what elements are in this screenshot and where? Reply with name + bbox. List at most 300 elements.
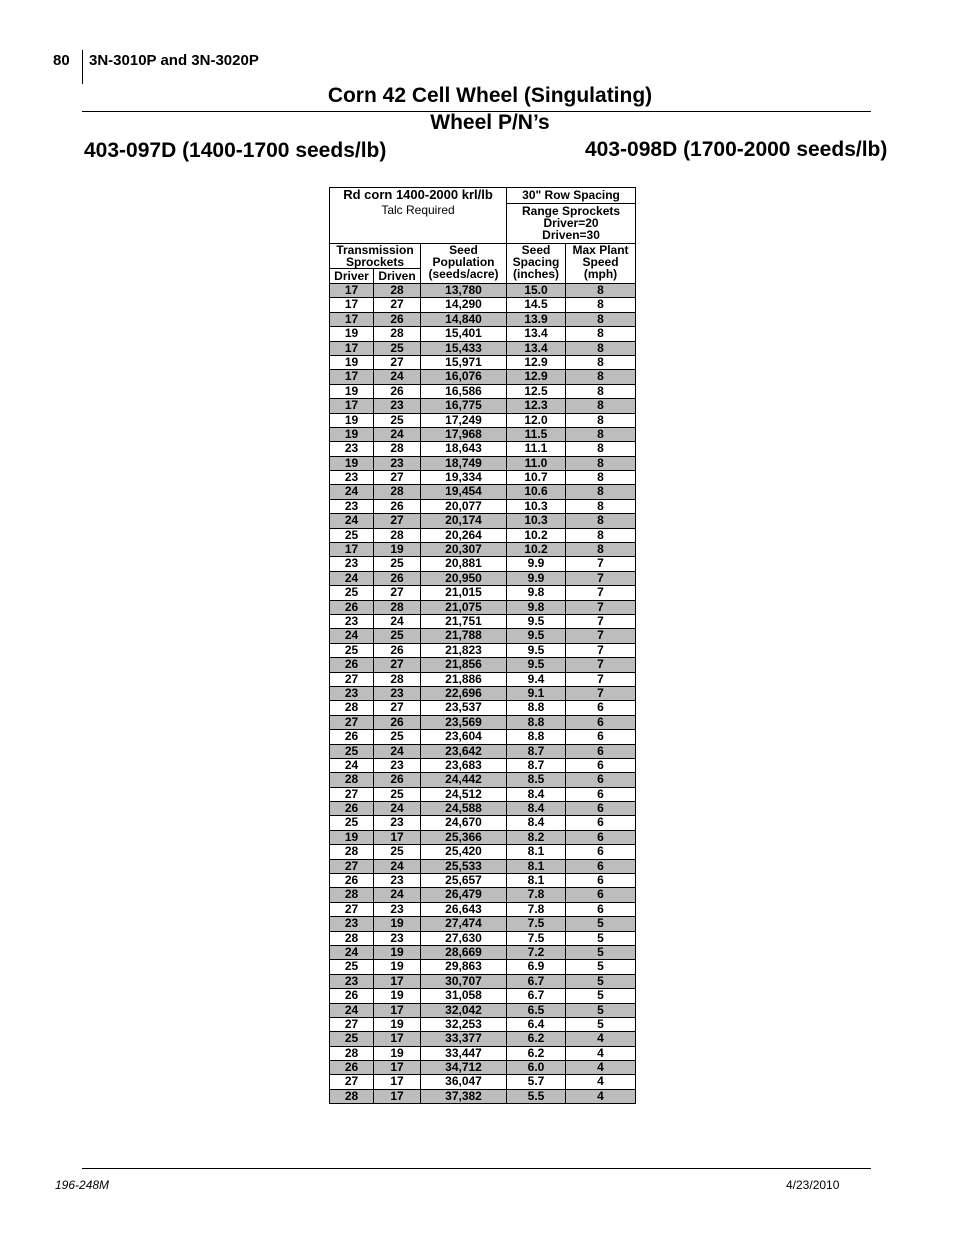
speed-cell: 8 bbox=[566, 341, 636, 355]
driver-cell: 17 bbox=[330, 370, 374, 384]
population-cell: 20,264 bbox=[421, 528, 507, 542]
speed-cell: 6 bbox=[566, 787, 636, 801]
table-row bbox=[330, 672, 636, 686]
driven-cell: 17 bbox=[374, 1061, 421, 1075]
driven-header: Driven bbox=[374, 269, 421, 284]
driver-cell: 23 bbox=[330, 974, 374, 988]
driven-cell: 26 bbox=[374, 773, 421, 787]
table-row bbox=[330, 643, 636, 657]
spacing-cell: 6.4 bbox=[507, 1017, 566, 1031]
spacing-cell: 9.5 bbox=[507, 629, 566, 643]
driven-cell: 25 bbox=[374, 557, 421, 571]
driver-cell: 24 bbox=[330, 1003, 374, 1017]
speed-cell: 7 bbox=[566, 686, 636, 700]
population-cell: 25,366 bbox=[421, 830, 507, 844]
speed-cell: 6 bbox=[566, 816, 636, 830]
driver-cell: 19 bbox=[330, 327, 374, 341]
population-cell: 29,863 bbox=[421, 960, 507, 974]
table-row bbox=[330, 399, 636, 413]
speed-cell: 8 bbox=[566, 298, 636, 312]
population-cell: 36,047 bbox=[421, 1075, 507, 1089]
driver-cell: 19 bbox=[330, 355, 374, 369]
speed-cell: 5 bbox=[566, 989, 636, 1003]
spacing-cell: 11.1 bbox=[507, 442, 566, 456]
table-row bbox=[330, 355, 636, 369]
table-row bbox=[330, 629, 636, 643]
driver-cell: 25 bbox=[330, 744, 374, 758]
driven-cell: 24 bbox=[374, 370, 421, 384]
table-row bbox=[330, 312, 636, 326]
spacing-cell: 6.7 bbox=[507, 974, 566, 988]
speed-cell: 8 bbox=[566, 312, 636, 326]
page-title: Corn 42 Cell Wheel (Singulating) bbox=[327, 84, 653, 107]
speed-cell: 5 bbox=[566, 945, 636, 959]
row-spacing-label: 30" Row Spacing bbox=[507, 188, 635, 204]
speed-cell: 8 bbox=[566, 399, 636, 413]
population-cell: 24,670 bbox=[421, 816, 507, 830]
population-cell: 14,840 bbox=[421, 312, 507, 326]
driver-header: Driver bbox=[330, 269, 374, 284]
spacing-cell: 8.8 bbox=[507, 715, 566, 729]
population-cell: 17,968 bbox=[421, 427, 507, 441]
speed-cell: 8 bbox=[566, 370, 636, 384]
driven-cell: 25 bbox=[374, 787, 421, 801]
spacing-cell: 9.5 bbox=[507, 643, 566, 657]
speed-cell: 7 bbox=[566, 643, 636, 657]
spacing-cell: 10.2 bbox=[507, 543, 566, 557]
table-row bbox=[330, 1046, 636, 1060]
speed-cell: 5 bbox=[566, 917, 636, 931]
spacing-cell: 7.2 bbox=[507, 945, 566, 959]
population-cell: 25,420 bbox=[421, 845, 507, 859]
driver-cell: 27 bbox=[330, 672, 374, 686]
driver-cell: 27 bbox=[330, 1017, 374, 1031]
table-row bbox=[330, 730, 636, 744]
population-cell: 20,077 bbox=[421, 499, 507, 513]
population-cell: 21,751 bbox=[421, 614, 507, 628]
driven-cell: 17 bbox=[374, 1032, 421, 1046]
population-cell: 27,630 bbox=[421, 931, 507, 945]
doc-number: 196-248M bbox=[55, 1178, 110, 1192]
driver-cell: 26 bbox=[330, 874, 374, 888]
speed-cell: 7 bbox=[566, 614, 636, 628]
driven-cell: 23 bbox=[374, 874, 421, 888]
population-cell: 22,696 bbox=[421, 686, 507, 700]
spacing-cell: 13.4 bbox=[507, 327, 566, 341]
population-cell: 15,971 bbox=[421, 355, 507, 369]
driven-cell: 26 bbox=[374, 571, 421, 585]
speed-cell: 6 bbox=[566, 701, 636, 715]
spacing-cell: 12.9 bbox=[507, 355, 566, 369]
table-row bbox=[330, 1017, 636, 1031]
speed-cell: 5 bbox=[566, 931, 636, 945]
table-row bbox=[330, 499, 636, 513]
spacing-cell: 8.7 bbox=[507, 758, 566, 772]
spacing-cell: 10.2 bbox=[507, 528, 566, 542]
driver-cell: 26 bbox=[330, 802, 374, 816]
driven-cell: 23 bbox=[374, 399, 421, 413]
population-cell: 28,669 bbox=[421, 945, 507, 959]
spacing-cell: 9.8 bbox=[507, 586, 566, 600]
population-cell: 21,788 bbox=[421, 629, 507, 643]
speed-cell: 8 bbox=[566, 543, 636, 557]
population-cell: 37,382 bbox=[421, 1089, 507, 1103]
driven-cell: 27 bbox=[374, 701, 421, 715]
driven-cell: 23 bbox=[374, 902, 421, 916]
page-subtitle: Wheel P/N’s bbox=[430, 111, 550, 134]
table-row bbox=[330, 341, 636, 355]
speed-cell: 8 bbox=[566, 514, 636, 528]
footer-rule bbox=[82, 1168, 871, 1169]
table-row bbox=[330, 485, 636, 499]
spacing-cell: 14.5 bbox=[507, 298, 566, 312]
driver-cell: 17 bbox=[330, 284, 374, 298]
population-header: Seed Population (seeds/acre) bbox=[421, 244, 507, 284]
driver-cell: 24 bbox=[330, 629, 374, 643]
table-row bbox=[330, 471, 636, 485]
speed-cell: 7 bbox=[566, 557, 636, 571]
driven-cell: 26 bbox=[374, 643, 421, 657]
population-cell: 18,643 bbox=[421, 442, 507, 456]
table-row bbox=[330, 528, 636, 542]
speed-cell: 6 bbox=[566, 830, 636, 844]
driver-cell: 27 bbox=[330, 1075, 374, 1089]
table-row bbox=[330, 758, 636, 772]
speed-cell: 4 bbox=[566, 1046, 636, 1060]
table-row bbox=[330, 442, 636, 456]
speed-cell: 8 bbox=[566, 485, 636, 499]
population-cell: 24,442 bbox=[421, 773, 507, 787]
driven-cell: 27 bbox=[374, 514, 421, 528]
spacing-cell: 15.0 bbox=[507, 284, 566, 298]
driver-cell: 27 bbox=[330, 715, 374, 729]
spacing-cell: 9.4 bbox=[507, 672, 566, 686]
spacing-cell: 5.5 bbox=[507, 1089, 566, 1103]
page-number: 80 bbox=[53, 52, 70, 69]
spacing-cell: 11.0 bbox=[507, 456, 566, 470]
table-body bbox=[330, 284, 636, 1104]
speed-cell: 6 bbox=[566, 845, 636, 859]
speed-cell: 6 bbox=[566, 730, 636, 744]
driver-cell: 28 bbox=[330, 888, 374, 902]
driver-cell: 19 bbox=[330, 830, 374, 844]
driver-cell: 23 bbox=[330, 686, 374, 700]
table-row bbox=[330, 686, 636, 700]
driver-cell: 19 bbox=[330, 384, 374, 398]
driven-cell: 26 bbox=[374, 384, 421, 398]
spacing-cell: 6.2 bbox=[507, 1032, 566, 1046]
table-row bbox=[330, 989, 636, 1003]
speed-cell: 8 bbox=[566, 427, 636, 441]
spacing-cell: 9.5 bbox=[507, 658, 566, 672]
driver-cell: 19 bbox=[330, 427, 374, 441]
speed-cell: 6 bbox=[566, 902, 636, 916]
driver-cell: 25 bbox=[330, 816, 374, 830]
driven-cell: 28 bbox=[374, 284, 421, 298]
speed-cell: 6 bbox=[566, 888, 636, 902]
driven-cell: 24 bbox=[374, 802, 421, 816]
speed-cell: 6 bbox=[566, 773, 636, 787]
driven-cell: 24 bbox=[374, 859, 421, 873]
table-row bbox=[330, 543, 636, 557]
driven-cell: 28 bbox=[374, 327, 421, 341]
talc-label: Talc Required bbox=[381, 203, 455, 217]
speed-cell: 7 bbox=[566, 658, 636, 672]
driven-cell: 27 bbox=[374, 586, 421, 600]
table-row bbox=[330, 960, 636, 974]
spacing-cell: 6.0 bbox=[507, 1061, 566, 1075]
driver-cell: 28 bbox=[330, 1046, 374, 1060]
part-number-left: 403-097D (1400-1700 seeds/lb) bbox=[84, 139, 387, 162]
driven-cell: 28 bbox=[374, 600, 421, 614]
speed-cell: 4 bbox=[566, 1032, 636, 1046]
driven-cell: 27 bbox=[374, 298, 421, 312]
speed-cell: 7 bbox=[566, 629, 636, 643]
table-row bbox=[330, 830, 636, 844]
table-row bbox=[330, 845, 636, 859]
driver-cell: 25 bbox=[330, 643, 374, 657]
population-cell: 27,474 bbox=[421, 917, 507, 931]
driven-cell: 26 bbox=[374, 499, 421, 513]
spacing-cell: 5.7 bbox=[507, 1075, 566, 1089]
driver-cell: 23 bbox=[330, 917, 374, 931]
table-row bbox=[330, 514, 636, 528]
driver-cell: 25 bbox=[330, 528, 374, 542]
driven-cell: 27 bbox=[374, 658, 421, 672]
spacing-cell: 8.8 bbox=[507, 730, 566, 744]
population-cell: 20,174 bbox=[421, 514, 507, 528]
driver-cell: 24 bbox=[330, 571, 374, 585]
range-driven: Driven=30 bbox=[542, 228, 600, 242]
driven-cell: 25 bbox=[374, 845, 421, 859]
speed-cell: 8 bbox=[566, 413, 636, 427]
spacing-cell: 7.8 bbox=[507, 902, 566, 916]
spacing-cell: 10.7 bbox=[507, 471, 566, 485]
driver-cell: 23 bbox=[330, 614, 374, 628]
driver-cell: 19 bbox=[330, 456, 374, 470]
driven-cell: 25 bbox=[374, 341, 421, 355]
driven-cell: 26 bbox=[374, 715, 421, 729]
spacing-cell: 10.3 bbox=[507, 514, 566, 528]
population-cell: 20,307 bbox=[421, 543, 507, 557]
population-cell: 23,604 bbox=[421, 730, 507, 744]
population-cell: 33,377 bbox=[421, 1032, 507, 1046]
spacing-cell: 8.4 bbox=[507, 816, 566, 830]
spacing-cell: 12.5 bbox=[507, 384, 566, 398]
driven-cell: 23 bbox=[374, 816, 421, 830]
driven-cell: 19 bbox=[374, 543, 421, 557]
spacing-cell: 12.0 bbox=[507, 413, 566, 427]
population-cell: 25,533 bbox=[421, 859, 507, 873]
table-row bbox=[330, 773, 636, 787]
population-cell: 24,512 bbox=[421, 787, 507, 801]
driver-cell: 24 bbox=[330, 945, 374, 959]
driver-cell: 23 bbox=[330, 442, 374, 456]
driven-cell: 24 bbox=[374, 614, 421, 628]
range-driver: Driver=20 bbox=[543, 216, 599, 230]
driver-cell: 27 bbox=[330, 787, 374, 801]
speed-cell: 7 bbox=[566, 571, 636, 585]
driver-cell: 27 bbox=[330, 859, 374, 873]
driven-cell: 27 bbox=[374, 355, 421, 369]
table-row bbox=[330, 701, 636, 715]
population-cell: 16,775 bbox=[421, 399, 507, 413]
spacing-cell: 8.4 bbox=[507, 787, 566, 801]
driver-cell: 27 bbox=[330, 902, 374, 916]
speed-cell: 8 bbox=[566, 442, 636, 456]
population-cell: 21,015 bbox=[421, 586, 507, 600]
spacing-cell: 12.9 bbox=[507, 370, 566, 384]
population-cell: 16,586 bbox=[421, 384, 507, 398]
population-cell: 23,537 bbox=[421, 701, 507, 715]
population-cell: 26,479 bbox=[421, 888, 507, 902]
spacing-header: Seed Spacing (inches) bbox=[507, 244, 566, 284]
table-row bbox=[330, 744, 636, 758]
spacing-cell: 8.5 bbox=[507, 773, 566, 787]
driver-cell: 23 bbox=[330, 557, 374, 571]
population-cell: 20,881 bbox=[421, 557, 507, 571]
speed-cell: 6 bbox=[566, 758, 636, 772]
table-row bbox=[330, 370, 636, 384]
spacing-cell: 6.5 bbox=[507, 1003, 566, 1017]
driven-cell: 24 bbox=[374, 744, 421, 758]
driven-cell: 25 bbox=[374, 730, 421, 744]
driver-cell: 28 bbox=[330, 773, 374, 787]
population-cell: 23,642 bbox=[421, 744, 507, 758]
population-cell: 17,249 bbox=[421, 413, 507, 427]
population-cell: 33,447 bbox=[421, 1046, 507, 1060]
table-row bbox=[330, 614, 636, 628]
speed-cell: 8 bbox=[566, 456, 636, 470]
driven-cell: 19 bbox=[374, 1017, 421, 1031]
range-sprockets-label: Range Sprockets bbox=[522, 204, 621, 218]
driver-cell: 24 bbox=[330, 485, 374, 499]
header-divider bbox=[82, 50, 83, 84]
table-row bbox=[330, 298, 636, 312]
table-row bbox=[330, 787, 636, 801]
driven-cell: 28 bbox=[374, 485, 421, 499]
driver-cell: 24 bbox=[330, 758, 374, 772]
crop-label: Rd corn 1400-2000 krl/lb bbox=[343, 187, 493, 202]
spacing-cell: 11.5 bbox=[507, 427, 566, 441]
driven-cell: 28 bbox=[374, 442, 421, 456]
driven-cell: 19 bbox=[374, 945, 421, 959]
driven-cell: 19 bbox=[374, 989, 421, 1003]
speed-cell: 6 bbox=[566, 744, 636, 758]
driver-cell: 23 bbox=[330, 471, 374, 485]
population-cell: 26,643 bbox=[421, 902, 507, 916]
speed-cell: 8 bbox=[566, 355, 636, 369]
speed-cell: 8 bbox=[566, 471, 636, 485]
table-row bbox=[330, 658, 636, 672]
table-row bbox=[330, 945, 636, 959]
table-row bbox=[330, 586, 636, 600]
population-cell: 13,780 bbox=[421, 284, 507, 298]
driver-cell: 26 bbox=[330, 600, 374, 614]
population-cell: 16,076 bbox=[421, 370, 507, 384]
doc-title: 3N-3010P and 3N-3020P bbox=[89, 52, 259, 69]
table-row bbox=[330, 427, 636, 441]
speed-cell: 7 bbox=[566, 672, 636, 686]
driver-cell: 17 bbox=[330, 298, 374, 312]
speed-cell: 5 bbox=[566, 960, 636, 974]
driven-cell: 19 bbox=[374, 960, 421, 974]
spacing-cell: 10.3 bbox=[507, 499, 566, 513]
spacing-cell: 7.5 bbox=[507, 931, 566, 945]
population-cell: 18,749 bbox=[421, 456, 507, 470]
driver-cell: 23 bbox=[330, 499, 374, 513]
speed-cell: 5 bbox=[566, 974, 636, 988]
driven-cell: 19 bbox=[374, 917, 421, 931]
revision-date: 4/23/2010 bbox=[786, 1178, 840, 1192]
crop-header-cell bbox=[330, 188, 507, 244]
population-cell: 23,683 bbox=[421, 758, 507, 772]
driver-cell: 17 bbox=[330, 399, 374, 413]
spacing-cell: 9.9 bbox=[507, 571, 566, 585]
speed-cell: 5 bbox=[566, 1003, 636, 1017]
population-cell: 14,290 bbox=[421, 298, 507, 312]
driven-cell: 23 bbox=[374, 456, 421, 470]
spacing-cell: 8.1 bbox=[507, 874, 566, 888]
transmission-header: Transmission Sprockets bbox=[330, 244, 421, 269]
driven-cell: 23 bbox=[374, 931, 421, 945]
speed-cell: 8 bbox=[566, 499, 636, 513]
speed-cell: 6 bbox=[566, 802, 636, 816]
population-cell: 24,588 bbox=[421, 802, 507, 816]
table-row bbox=[330, 1032, 636, 1046]
speed-cell: 6 bbox=[566, 859, 636, 873]
table-row bbox=[330, 874, 636, 888]
population-cell: 15,401 bbox=[421, 327, 507, 341]
part-number-right: 403-098D (1700-2000 seeds/lb) bbox=[585, 138, 888, 161]
driven-cell: 17 bbox=[374, 830, 421, 844]
driver-cell: 28 bbox=[330, 701, 374, 715]
driver-cell: 17 bbox=[330, 341, 374, 355]
population-cell: 30,707 bbox=[421, 974, 507, 988]
driven-cell: 28 bbox=[374, 528, 421, 542]
driver-cell: 19 bbox=[330, 413, 374, 427]
table-row bbox=[330, 888, 636, 902]
driven-cell: 17 bbox=[374, 1075, 421, 1089]
table-row bbox=[330, 1061, 636, 1075]
driven-cell: 17 bbox=[374, 974, 421, 988]
table-row bbox=[330, 284, 636, 298]
spacing-cell: 9.9 bbox=[507, 557, 566, 571]
spacing-cell: 9.1 bbox=[507, 686, 566, 700]
spacing-header-cell bbox=[507, 188, 636, 244]
driven-cell: 19 bbox=[374, 1046, 421, 1060]
driver-cell: 28 bbox=[330, 845, 374, 859]
driver-cell: 17 bbox=[330, 543, 374, 557]
table-row bbox=[330, 1003, 636, 1017]
speed-cell: 7 bbox=[566, 586, 636, 600]
spacing-cell: 6.9 bbox=[507, 960, 566, 974]
spacing-cell: 13.4 bbox=[507, 341, 566, 355]
speed-cell: 5 bbox=[566, 1017, 636, 1031]
table-row bbox=[330, 1089, 636, 1103]
population-cell: 34,712 bbox=[421, 1061, 507, 1075]
spacing-cell: 13.9 bbox=[507, 312, 566, 326]
driver-cell: 25 bbox=[330, 586, 374, 600]
driven-cell: 23 bbox=[374, 758, 421, 772]
table-row bbox=[330, 600, 636, 614]
speed-cell: 6 bbox=[566, 715, 636, 729]
driver-cell: 26 bbox=[330, 730, 374, 744]
table-row bbox=[330, 571, 636, 585]
speed-cell: 4 bbox=[566, 1061, 636, 1075]
speed-cell: 4 bbox=[566, 1075, 636, 1089]
driver-cell: 17 bbox=[330, 312, 374, 326]
